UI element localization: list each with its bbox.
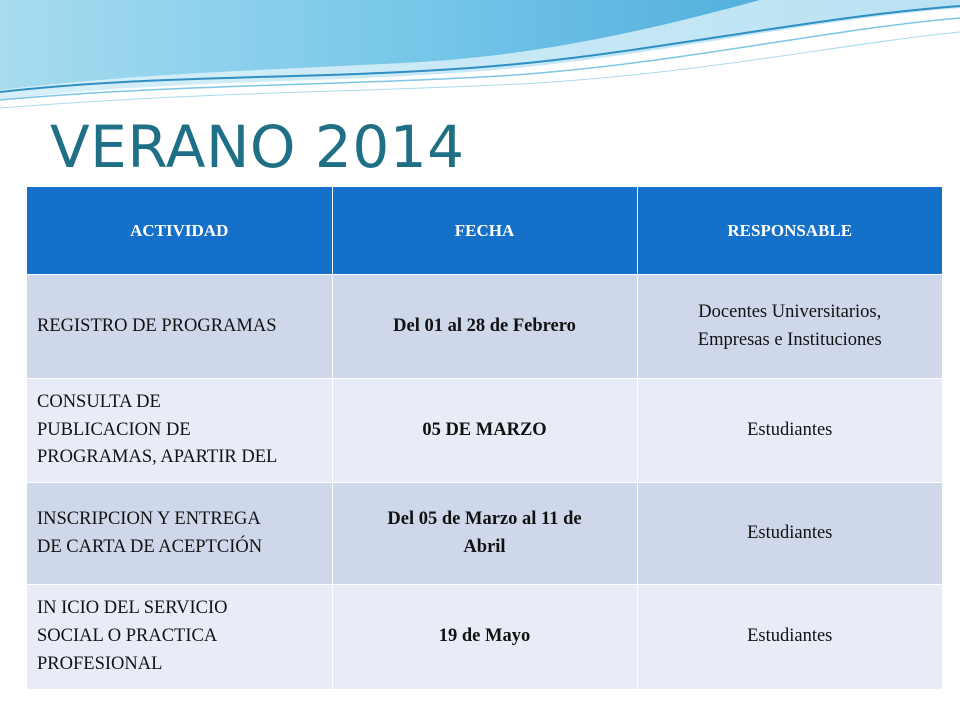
cell-fecha	[332, 585, 637, 690]
cell-fecha	[332, 483, 637, 585]
cell-actividad	[27, 585, 332, 690]
table-row	[27, 585, 942, 690]
cell-line: Estudiantes	[747, 522, 833, 543]
cell-fecha	[332, 379, 637, 483]
cell-line: Abril	[463, 536, 506, 557]
cell-line: Estudiantes	[747, 626, 833, 647]
cell-responsable	[637, 585, 942, 690]
cell-line: INSCRIPCION Y ENTREGA	[37, 508, 261, 529]
cell-line: Del 05 de Marzo al 11 de	[387, 508, 582, 529]
schedule-table	[27, 187, 942, 689]
table-row	[27, 379, 942, 483]
cell-actividad	[27, 483, 332, 585]
header-responsable: RESPONSABLE	[637, 187, 942, 275]
cell-line: Empresas e Instituciones	[697, 329, 882, 350]
decorative-wave-banner	[0, 0, 960, 120]
table-row	[27, 483, 942, 585]
cell-fecha	[332, 275, 637, 379]
cell-line: 05 DE MARZO	[422, 419, 547, 440]
cell-line: REGISTRO DE PROGRAMAS	[37, 315, 277, 336]
cell-line: PUBLICACION DE	[37, 419, 191, 440]
table-row	[27, 275, 942, 379]
cell-line: 19 de Mayo	[438, 626, 531, 647]
header-fecha: FECHA	[332, 187, 637, 275]
cell-actividad	[27, 379, 332, 483]
cell-line: SOCIAL O PRACTICA	[37, 626, 218, 647]
cell-line: DE CARTA DE ACEPTCIÓN	[37, 536, 263, 557]
header-actividad: ACTIVIDAD	[27, 187, 332, 275]
page-title: VERANO 2014	[50, 113, 465, 181]
cell-actividad	[27, 275, 332, 379]
cell-line: Estudiantes	[747, 419, 833, 440]
cell-responsable	[637, 379, 942, 483]
cell-responsable	[637, 483, 942, 585]
cell-responsable	[637, 275, 942, 379]
cell-line: IN ICIO DEL SERVICIO	[37, 598, 228, 619]
cell-line: Docentes Universitarios,	[698, 301, 882, 322]
cell-line: PROGRAMAS, APARTIR DEL	[37, 447, 278, 468]
table-header-row	[27, 187, 942, 275]
cell-line: CONSULTA DE	[37, 391, 161, 412]
cell-line: Del 01 al 28 de Febrero	[393, 315, 576, 336]
cell-line: PROFESIONAL	[37, 653, 163, 674]
